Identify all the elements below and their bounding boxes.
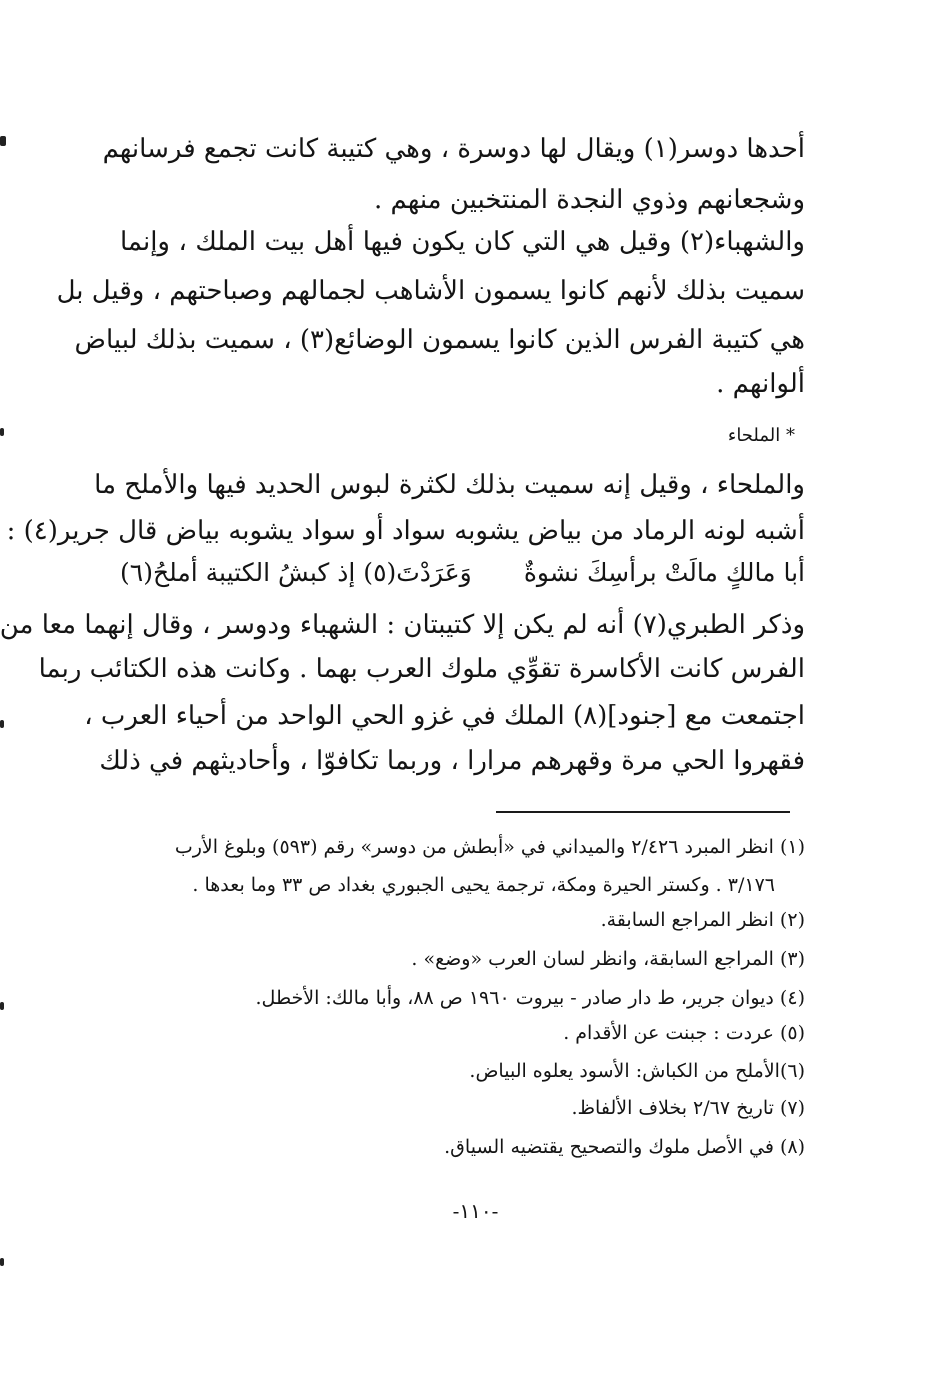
body-line: ألوانهم . [716,369,805,399]
poem-verse [120,550,805,596]
body-line: سميت بذلك لأنهم كانوا يسمون الأشاهب لجمالهم وصباحتهم ، وقيل بل [56,276,805,306]
poem-hemistich-second: وَعَرَدْتَ(٥) إذ كبشُ الكتيبة أملحُ(٦) [120,558,472,587]
footnote-item: (٣) المراجع السابقة، وانظر لسان العرب «وضع» . [411,948,805,970]
body-line: وشجعانهم وذوي النجدة المنتخبين منهم . [374,185,805,215]
body-line: اجتمعت مع [جنود](٨) الملك في غزو الحي الواحد من أحياء العرب ، [84,701,805,731]
footnote-separator [496,811,790,813]
footnote-item: (١) انظر المبرد ٢/٤٢٦ والميداني في «أبطش من دوسر» رقم (٥٩٣) وبلوغ الأرب [174,836,805,858]
body-line: أحدها دوسر(١) ويقال لها دوسرة ، وهي كتيبة كانت تجمع فرسانهم [102,134,805,164]
scan-edge-mark [0,1258,4,1266]
body-line: والشهباء(٢) وقيل هي التي كان يكون فيها أهل بيت الملك ، وإنما [120,227,805,257]
body-line: وذكر الطبري(٧) أنه لم يكن إلا كتيبتان : الشهباء ودوسر ، وقال إنهما معا من [0,610,805,640]
footnote-item: ٣/١٧٦ . وكستر الحيرة ومكة، ترجمة يحيى الجبوري بغداد ص ٣٣ وما بعدها . [192,874,775,896]
body-line: فقهروا الحي مرة وقهرهم مرارا ، وربما تكافوّا ، وأحاديثهم في ذلك [99,746,805,776]
body-line: هي كتيبة الفرس الذين كانوا يسمون الوضائع(٣) ، سميت بذلك لبياض [74,325,805,355]
page-number: -١١٠- [452,1199,499,1223]
body-line: أشبه لونه الرماد من بياض يشوبه سواد أو سواد يشوبه بياض قال جرير(٤) : [6,516,805,546]
scan-edge-mark [0,1002,4,1010]
poem-hemistich-first: أبا مالكٍ مالَتْ برأسِكَ نشوةٌ [523,558,805,587]
scan-edge-mark [0,720,4,728]
scan-edge-mark [0,428,4,436]
footnote-item: (٦)الأملح من الكباش: الأسود يعلوه البياض. [469,1060,805,1082]
scan-edge-mark [0,136,6,146]
section-heading: * الملحاء [727,425,795,446]
footnote-item: (٥) عردت : جبنت عن الأقدام . [563,1022,805,1044]
footnote-item: (٢) انظر المراجع السابقة. [600,909,805,931]
body-line: والملحاء ، وقيل إنه سميت بذلك لكثرة لبوس الحديد فيها والأملح ما [94,470,805,500]
body-line: الفرس كانت الأكاسرة تقوِّي ملوك العرب بهما . وكانت هذه الكتائب ربما [38,654,805,684]
footnote-item: (٤) ديوان جرير، ط دار صادر - بيروت ١٩٦٠ ص ٨٨، وأبا مالك: الأخطل. [255,987,805,1009]
footnote-item: (٨) في الأصل ملوك والتصحيح يقتضيه السياق. [444,1136,805,1158]
footnote-item: (٧) تاريخ ٢/٦٧ بخلاف الألفاظ. [571,1097,805,1119]
